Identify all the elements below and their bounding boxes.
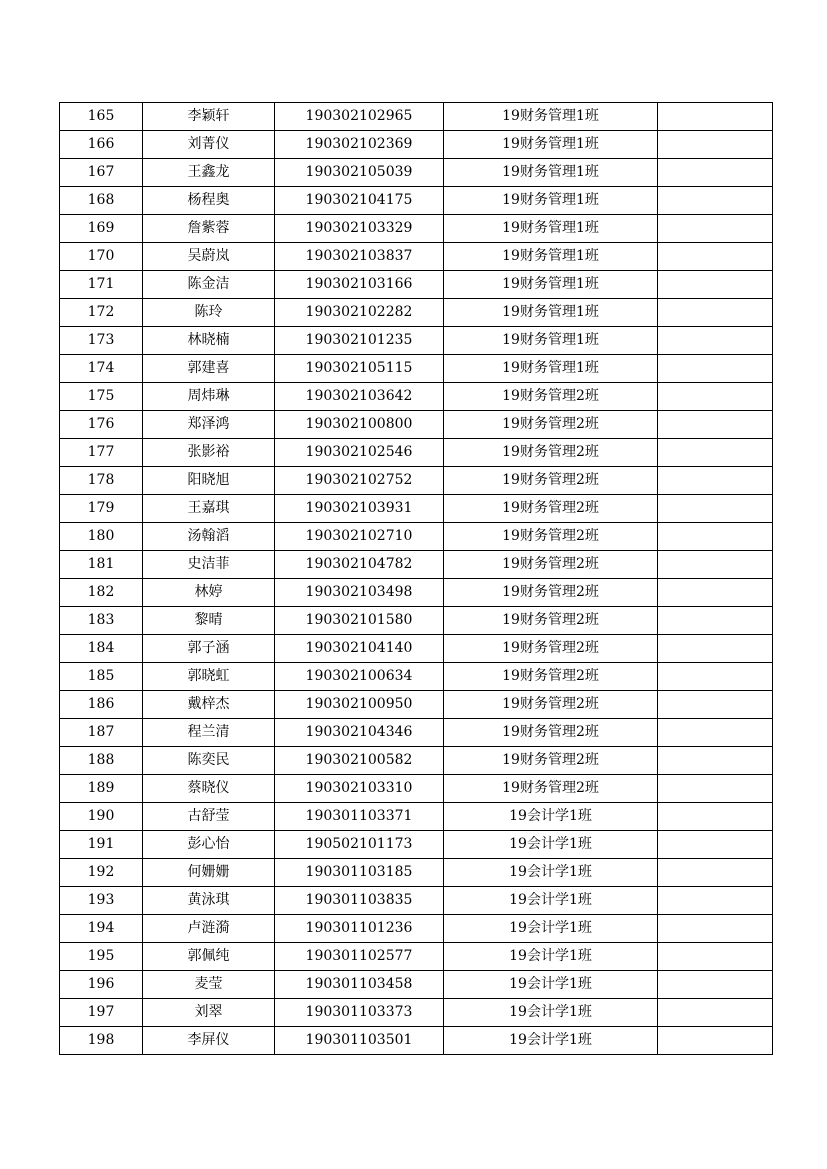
table-row xyxy=(60,271,773,299)
student-id: 190301103373 xyxy=(275,999,444,1027)
row-number: 166 xyxy=(60,131,143,159)
table-row xyxy=(60,103,773,131)
class-name: 19会计学1班 xyxy=(444,999,658,1027)
note-cell xyxy=(658,635,773,663)
table-row xyxy=(60,887,773,915)
row-number: 197 xyxy=(60,999,143,1027)
student-roster-table xyxy=(59,102,773,1055)
row-number: 193 xyxy=(60,887,143,915)
table-row xyxy=(60,187,773,215)
note-cell xyxy=(658,243,773,271)
row-number: 188 xyxy=(60,747,143,775)
class-name: 19财务管理1班 xyxy=(444,327,658,355)
student-name: 郭晓虹 xyxy=(143,663,275,691)
student-name: 吴蔚岚 xyxy=(143,243,275,271)
row-number: 165 xyxy=(60,103,143,131)
student-name: 詹紫蓉 xyxy=(143,215,275,243)
class-name: 19会计学1班 xyxy=(444,971,658,999)
student-name: 李屏仪 xyxy=(143,1027,275,1055)
table-row xyxy=(60,495,773,523)
student-id: 190301102577 xyxy=(275,943,444,971)
row-number: 194 xyxy=(60,915,143,943)
student-id: 190302103498 xyxy=(275,579,444,607)
roster-body xyxy=(60,103,773,1055)
row-number: 173 xyxy=(60,327,143,355)
student-id: 190302105115 xyxy=(275,355,444,383)
table-row xyxy=(60,327,773,355)
table-row xyxy=(60,411,773,439)
student-name: 郭建喜 xyxy=(143,355,275,383)
class-name: 19财务管理2班 xyxy=(444,523,658,551)
row-number: 169 xyxy=(60,215,143,243)
row-number: 195 xyxy=(60,943,143,971)
table-row xyxy=(60,523,773,551)
row-number: 176 xyxy=(60,411,143,439)
table-row xyxy=(60,971,773,999)
row-number: 180 xyxy=(60,523,143,551)
class-name: 19财务管理2班 xyxy=(444,383,658,411)
class-name: 19财务管理1班 xyxy=(444,187,658,215)
student-id: 190302102282 xyxy=(275,299,444,327)
student-id: 190302103329 xyxy=(275,215,444,243)
row-number: 175 xyxy=(60,383,143,411)
student-name: 陈玲 xyxy=(143,299,275,327)
note-cell xyxy=(658,523,773,551)
student-id: 190302103310 xyxy=(275,775,444,803)
row-number: 179 xyxy=(60,495,143,523)
student-id: 190302103166 xyxy=(275,271,444,299)
row-number: 182 xyxy=(60,579,143,607)
note-cell xyxy=(658,355,773,383)
student-name: 林晓楠 xyxy=(143,327,275,355)
note-cell xyxy=(658,271,773,299)
student-id: 190302102965 xyxy=(275,103,444,131)
class-name: 19财务管理2班 xyxy=(444,579,658,607)
table-row xyxy=(60,383,773,411)
class-name: 19会计学1班 xyxy=(444,1027,658,1055)
note-cell xyxy=(658,607,773,635)
table-row xyxy=(60,663,773,691)
student-name: 郭子涵 xyxy=(143,635,275,663)
note-cell xyxy=(658,579,773,607)
table-row xyxy=(60,719,773,747)
row-number: 172 xyxy=(60,299,143,327)
student-id: 190302101580 xyxy=(275,607,444,635)
student-id: 190301103371 xyxy=(275,803,444,831)
student-id: 190302102752 xyxy=(275,467,444,495)
row-number: 184 xyxy=(60,635,143,663)
class-name: 19财务管理1班 xyxy=(444,271,658,299)
table-row xyxy=(60,215,773,243)
note-cell xyxy=(658,131,773,159)
row-number: 192 xyxy=(60,859,143,887)
student-name: 卢涟漪 xyxy=(143,915,275,943)
student-name: 林婷 xyxy=(143,579,275,607)
table-row xyxy=(60,299,773,327)
row-number: 181 xyxy=(60,551,143,579)
note-cell xyxy=(658,411,773,439)
note-cell xyxy=(658,467,773,495)
table-row xyxy=(60,355,773,383)
student-id: 190302102546 xyxy=(275,439,444,467)
table-row xyxy=(60,831,773,859)
student-name: 刘翠 xyxy=(143,999,275,1027)
class-name: 19财务管理2班 xyxy=(444,747,658,775)
note-cell xyxy=(658,439,773,467)
note-cell xyxy=(658,663,773,691)
class-name: 19财务管理1班 xyxy=(444,355,658,383)
class-name: 19财务管理2班 xyxy=(444,495,658,523)
student-id: 190302105039 xyxy=(275,159,444,187)
table-row xyxy=(60,607,773,635)
class-name: 19会计学1班 xyxy=(444,887,658,915)
table-row xyxy=(60,775,773,803)
student-name: 郭佩纯 xyxy=(143,943,275,971)
student-name: 蔡晓仪 xyxy=(143,775,275,803)
class-name: 19财务管理2班 xyxy=(444,719,658,747)
note-cell xyxy=(658,187,773,215)
row-number: 190 xyxy=(60,803,143,831)
student-name: 阳晓旭 xyxy=(143,467,275,495)
row-number: 191 xyxy=(60,831,143,859)
student-id: 190301103835 xyxy=(275,887,444,915)
row-number: 186 xyxy=(60,691,143,719)
table-row xyxy=(60,467,773,495)
class-name: 19财务管理2班 xyxy=(444,551,658,579)
table-row xyxy=(60,859,773,887)
student-id: 190302100950 xyxy=(275,691,444,719)
note-cell xyxy=(658,719,773,747)
note-cell xyxy=(658,215,773,243)
class-name: 19财务管理1班 xyxy=(444,299,658,327)
row-number: 168 xyxy=(60,187,143,215)
row-number: 187 xyxy=(60,719,143,747)
student-name: 麦莹 xyxy=(143,971,275,999)
class-name: 19会计学1班 xyxy=(444,915,658,943)
note-cell xyxy=(658,691,773,719)
note-cell xyxy=(658,971,773,999)
table-row xyxy=(60,579,773,607)
student-id: 190302102710 xyxy=(275,523,444,551)
row-number: 178 xyxy=(60,467,143,495)
table-row xyxy=(60,243,773,271)
class-name: 19财务管理1班 xyxy=(444,103,658,131)
student-name: 杨程奥 xyxy=(143,187,275,215)
student-name: 王嘉琪 xyxy=(143,495,275,523)
table-row xyxy=(60,803,773,831)
class-name: 19财务管理2班 xyxy=(444,635,658,663)
student-name: 周炜琳 xyxy=(143,383,275,411)
note-cell xyxy=(658,299,773,327)
student-id: 190302100634 xyxy=(275,663,444,691)
student-id: 190302104140 xyxy=(275,635,444,663)
class-name: 19财务管理1班 xyxy=(444,215,658,243)
student-id: 190302103931 xyxy=(275,495,444,523)
class-name: 19财务管理1班 xyxy=(444,131,658,159)
student-name: 史洁菲 xyxy=(143,551,275,579)
note-cell xyxy=(658,915,773,943)
note-cell xyxy=(658,943,773,971)
class-name: 19会计学1班 xyxy=(444,831,658,859)
table-row xyxy=(60,999,773,1027)
note-cell xyxy=(658,327,773,355)
row-number: 189 xyxy=(60,775,143,803)
student-id: 190302100582 xyxy=(275,747,444,775)
student-name: 何姗姗 xyxy=(143,859,275,887)
class-name: 19财务管理2班 xyxy=(444,663,658,691)
table-row xyxy=(60,691,773,719)
class-name: 19财务管理1班 xyxy=(444,159,658,187)
student-id: 190302103837 xyxy=(275,243,444,271)
row-number: 185 xyxy=(60,663,143,691)
row-number: 198 xyxy=(60,1027,143,1055)
student-id: 190301103458 xyxy=(275,971,444,999)
class-name: 19会计学1班 xyxy=(444,803,658,831)
student-name: 程兰清 xyxy=(143,719,275,747)
class-name: 19财务管理2班 xyxy=(444,467,658,495)
student-id: 190302104175 xyxy=(275,187,444,215)
row-number: 177 xyxy=(60,439,143,467)
class-name: 19会计学1班 xyxy=(444,943,658,971)
class-name: 19财务管理2班 xyxy=(444,439,658,467)
student-name: 王鑫龙 xyxy=(143,159,275,187)
class-name: 19财务管理2班 xyxy=(444,775,658,803)
student-id: 190302101235 xyxy=(275,327,444,355)
table-row xyxy=(60,915,773,943)
note-cell xyxy=(658,1027,773,1055)
row-number: 174 xyxy=(60,355,143,383)
table-row xyxy=(60,635,773,663)
note-cell xyxy=(658,831,773,859)
note-cell xyxy=(658,887,773,915)
student-name: 郑泽鸿 xyxy=(143,411,275,439)
table-row xyxy=(60,551,773,579)
class-name: 19财务管理2班 xyxy=(444,691,658,719)
note-cell xyxy=(658,495,773,523)
student-name: 刘菁仪 xyxy=(143,131,275,159)
student-id: 190301101236 xyxy=(275,915,444,943)
student-id: 190302103642 xyxy=(275,383,444,411)
row-number: 183 xyxy=(60,607,143,635)
class-name: 19财务管理2班 xyxy=(444,607,658,635)
table-row xyxy=(60,439,773,467)
student-id: 190302102369 xyxy=(275,131,444,159)
student-name: 李颖轩 xyxy=(143,103,275,131)
note-cell xyxy=(658,159,773,187)
class-name: 19财务管理1班 xyxy=(444,243,658,271)
table-row xyxy=(60,159,773,187)
student-id: 190301103501 xyxy=(275,1027,444,1055)
student-id: 190301103185 xyxy=(275,859,444,887)
table-row xyxy=(60,943,773,971)
note-cell xyxy=(658,859,773,887)
student-name: 张影裕 xyxy=(143,439,275,467)
student-id: 190302100800 xyxy=(275,411,444,439)
note-cell xyxy=(658,747,773,775)
note-cell xyxy=(658,103,773,131)
student-name: 陈金洁 xyxy=(143,271,275,299)
student-id: 190502101173 xyxy=(275,831,444,859)
student-name: 古舒莹 xyxy=(143,803,275,831)
student-name: 黎晴 xyxy=(143,607,275,635)
note-cell xyxy=(658,383,773,411)
table-row xyxy=(60,1027,773,1055)
class-name: 19会计学1班 xyxy=(444,859,658,887)
student-id: 190302104346 xyxy=(275,719,444,747)
row-number: 196 xyxy=(60,971,143,999)
table-row xyxy=(60,131,773,159)
student-name: 戴梓杰 xyxy=(143,691,275,719)
student-name: 陈奕民 xyxy=(143,747,275,775)
class-name: 19财务管理2班 xyxy=(444,411,658,439)
table-row xyxy=(60,747,773,775)
note-cell xyxy=(658,999,773,1027)
row-number: 171 xyxy=(60,271,143,299)
row-number: 170 xyxy=(60,243,143,271)
note-cell xyxy=(658,775,773,803)
student-id: 190302104782 xyxy=(275,551,444,579)
note-cell xyxy=(658,551,773,579)
student-name: 汤翰滔 xyxy=(143,523,275,551)
note-cell xyxy=(658,803,773,831)
student-name: 黄泳琪 xyxy=(143,887,275,915)
student-name: 彭心怡 xyxy=(143,831,275,859)
row-number: 167 xyxy=(60,159,143,187)
